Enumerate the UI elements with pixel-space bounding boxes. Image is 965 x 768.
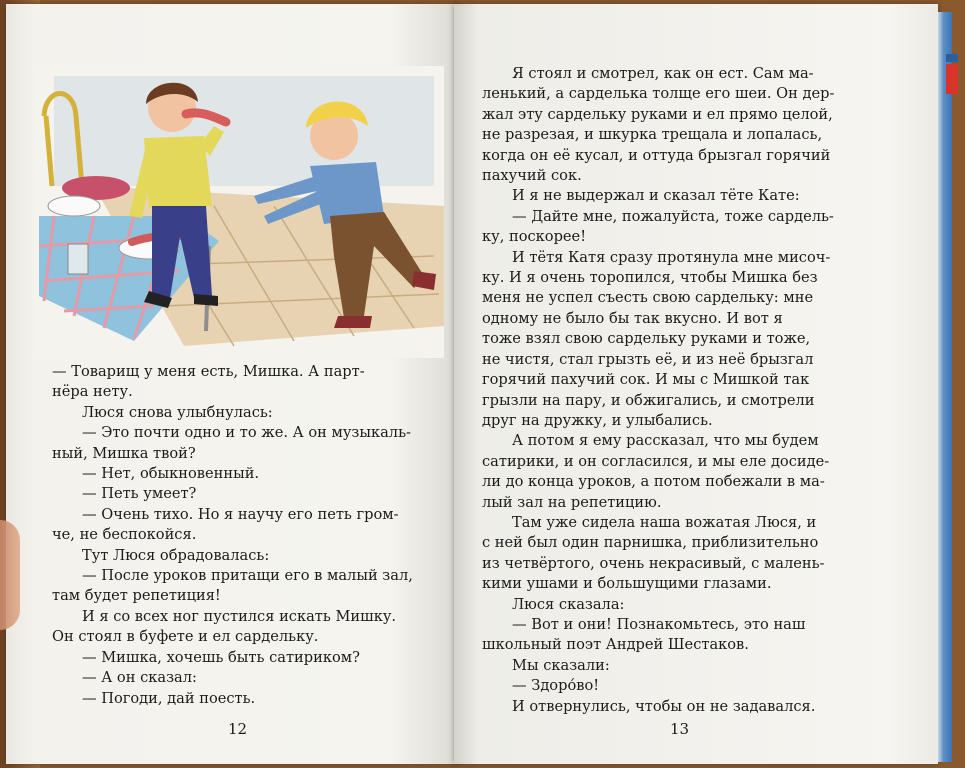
text-line: ку. И я очень торопился, чтобы Мишка без: [482, 269, 818, 287]
text-line: Люся снова улыбнулась:: [82, 403, 273, 421]
text-line: нёра нету.: [52, 383, 133, 401]
text-line: И я со всех ног пустился искать Мишку.: [82, 607, 397, 625]
text-line: — Здоро́во!: [512, 677, 600, 695]
text-line: жал эту сардельку руками и ел прямо целой,: [482, 105, 833, 123]
text-line: из четвёртого, очень некрасивый, с малень-: [482, 554, 825, 572]
text-line: пахучий сок.: [482, 167, 582, 185]
text-line: — Вот и они! Познакомьтесь, это наш: [512, 615, 806, 633]
text-line: — После уроков притащи его в малый зал,: [82, 567, 413, 585]
text-line: лый зал на репетицию.: [482, 493, 662, 511]
boys-eating-sausage-illustration: [34, 66, 444, 358]
text-line: школьный поэт Андрей Шестаков.: [482, 636, 749, 654]
text-line: Там уже сидела наша вожатая Люся, и: [512, 513, 817, 531]
text-line: грызли на пару, и обжигались, и смотрели: [482, 391, 815, 409]
text-line: Тут Люся обрадовалась:: [82, 546, 270, 564]
text-line: тоже взял свою сардельку руками и тоже,: [482, 330, 811, 348]
text-line: меня не успел съесть свою сардельку: мне: [482, 289, 814, 307]
text-line: — Петь умеет?: [82, 485, 197, 503]
text-line: ли до конца уроков, а потом побежали в ма-: [482, 473, 825, 491]
text-line: горячий пахучий сок. И мы с Мишкой так: [482, 371, 810, 389]
cover-stripe: [946, 54, 958, 62]
book-cover-edge: [938, 12, 952, 762]
text-line: Он стоял в буфете и ел сардельку.: [52, 628, 319, 646]
right-page-text: [482, 64, 860, 717]
text-line: — Очень тихо. Но я научу его петь гром-: [82, 505, 399, 523]
book-spread: [6, 4, 952, 764]
right-page: [454, 4, 938, 764]
text-line: кими ушами и большущими глазами.: [482, 575, 772, 593]
text-line: — Мишка, хочешь быть сатириком?: [82, 648, 360, 666]
left-page: [6, 4, 458, 764]
text-line: — А он сказал:: [82, 669, 197, 687]
text-line: — Дайте мне, пожалуйста, тоже сардель-: [512, 207, 834, 225]
thumb: [0, 520, 20, 630]
text-line: Я стоял и смотрел, как он ест. Сам ма-: [512, 65, 814, 82]
text-line: че, не беспокойся.: [52, 526, 197, 544]
text-line: — Нет, обыкновенный.: [82, 465, 260, 483]
text-line: — Погоди, дай поесть.: [82, 689, 256, 707]
cover-stripe: [946, 64, 958, 94]
text-line: ленький, а сарделька толще его шеи. Он дер-: [482, 85, 835, 103]
text-line: не чистя, стал грызть её, и из неё брызгал: [482, 350, 814, 368]
text-line: И отвернулись, чтобы он не задавался.: [512, 697, 816, 715]
left-page-text: [52, 362, 430, 709]
text-line: не разрезая, и шкурка трещала и лопалась,: [482, 126, 823, 144]
text-line: сатирики, и он согласился, и мы еле досиде-: [482, 452, 830, 470]
text-line: с ней был один парнишка, приблизительно: [482, 534, 819, 552]
text-line: когда он её кусал, и оттуда брызгал горячий: [482, 146, 831, 164]
text-line: друг на дружку, и улыбались.: [482, 411, 713, 429]
page-number-left: 12: [228, 720, 248, 738]
text-line: И тётя Катя сразу протянула мне мисоч-: [512, 248, 831, 266]
text-line: — Товарищ у меня есть, Мишка. А парт-: [52, 363, 365, 380]
page-number-right: 13: [670, 720, 690, 738]
text-line: ку, поскорее!: [482, 228, 587, 246]
text-line: Мы сказали:: [512, 656, 610, 674]
text-line: И я не выдержал и сказал тёте Кате:: [512, 187, 800, 205]
text-line: А потом я ему рассказал, что мы будем: [512, 432, 819, 450]
text-line: там будет репетиция!: [52, 587, 221, 605]
text-line: Люся сказала:: [512, 595, 625, 613]
text-line: одному не было бы так вкусно. И вот я: [482, 309, 783, 327]
text-line: ный, Мишка твой?: [52, 444, 196, 462]
text-line: — Это почти одно и то же. А он музыкаль-: [82, 424, 411, 442]
